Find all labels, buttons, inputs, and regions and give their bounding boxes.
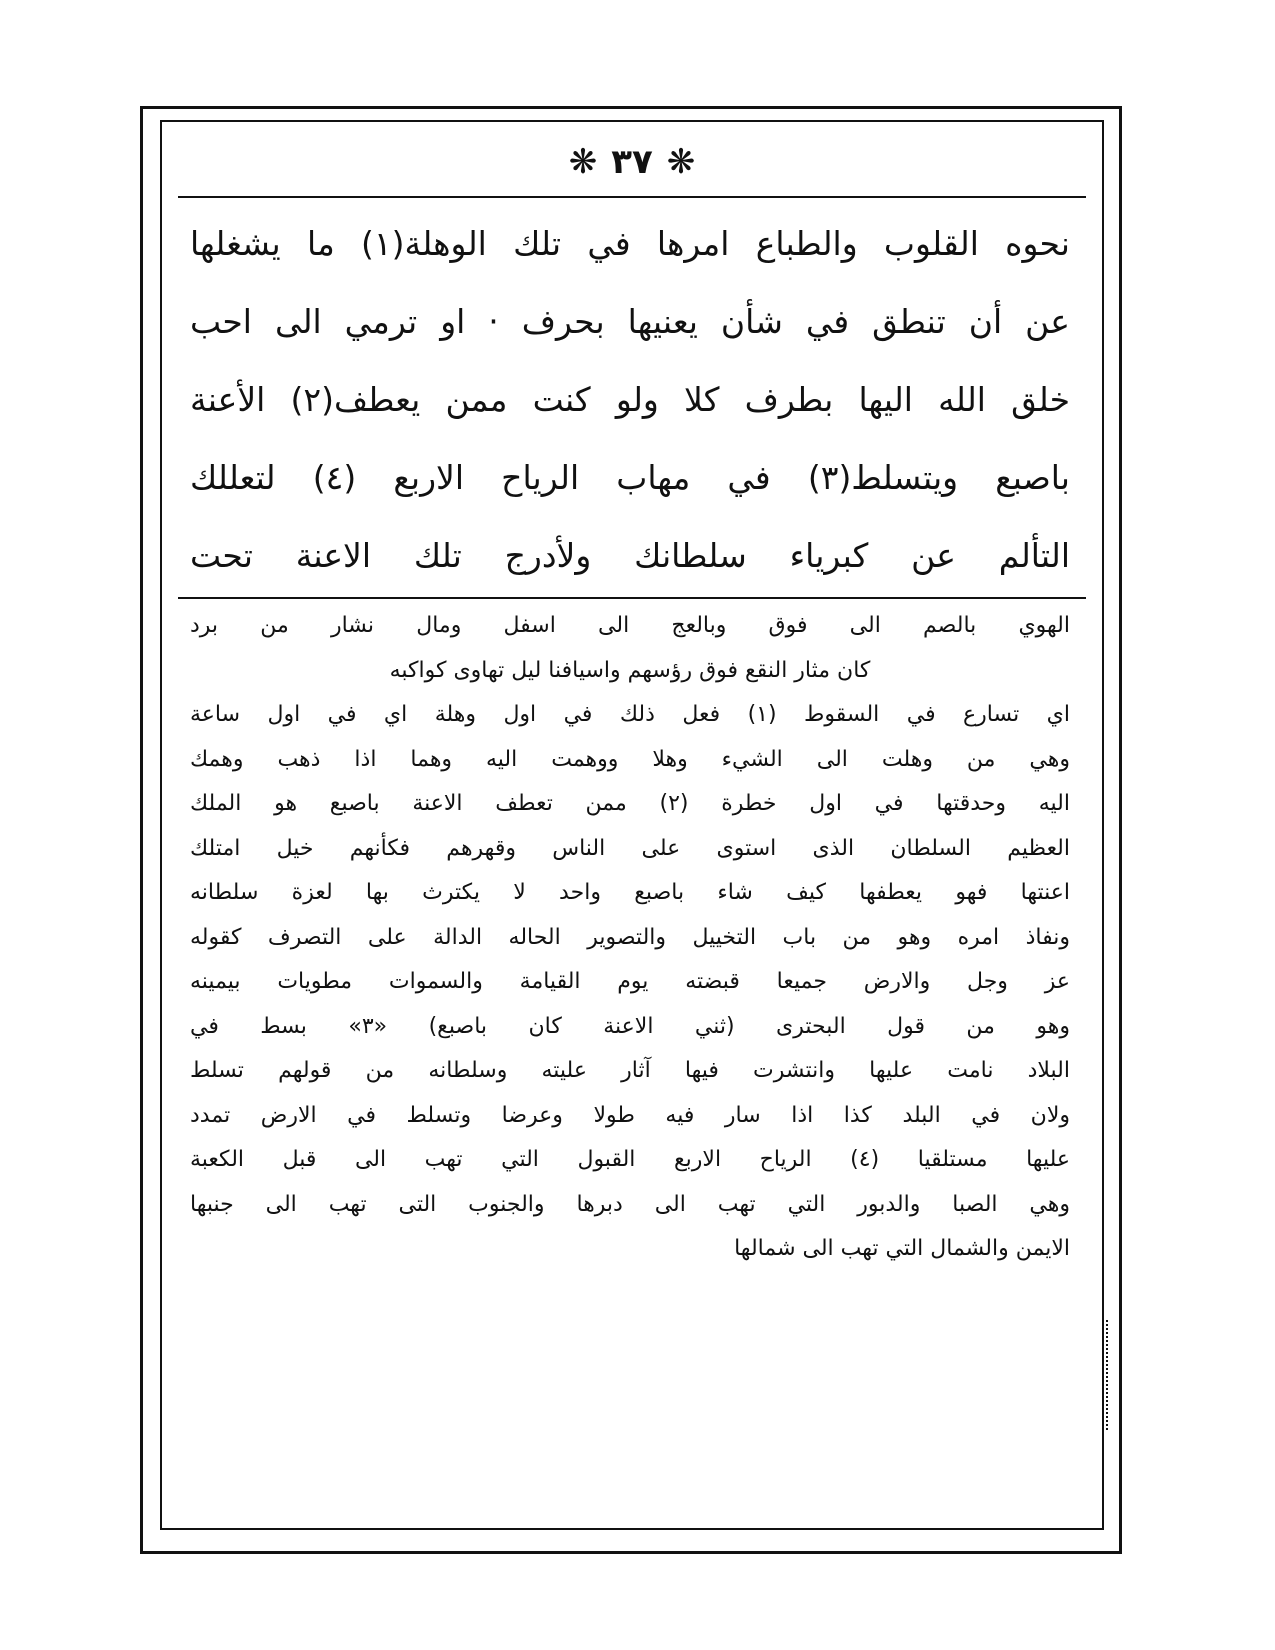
- footnote-verse-line: كان مثار النقع فوق رؤسهم واسيافنا ليل تهاوى كواكبه: [389, 657, 871, 683]
- main-text-line: التألم عن كبرياء سلطانك ولأدرج تلك الاعنة تحت: [190, 536, 1070, 575]
- footnote-line: عز وجل والارض جميعا قبضته يوم القيامة والسموات مطويات بيمينه: [190, 969, 1070, 994]
- main-body-text: [190, 205, 1070, 595]
- star-ornament-icon: ❋: [568, 142, 598, 182]
- footnote-line: ونفاذ امره وهو من باب التخييل والتصوير الحاله الدالة على التصرف كقوله: [190, 924, 1070, 950]
- main-text-line: باصبع ويتسلط(٣) في مهاب الرياح الاربع (٤) لتعللك: [190, 458, 1070, 497]
- side-ornament: [1106, 1320, 1120, 1430]
- main-text-line: خلق الله اليها بطرف كلا ولو كنت ممن يعطف(٢) الأعنة: [190, 380, 1070, 419]
- footnote-line: وهي من وهلت الى الشيء وهلا ووهمت اليه وهما اذا ذهب وهمك: [190, 746, 1070, 772]
- footnote-line: اليه وحدقتها في اول خطرة (٢) ممن تعطف الاعنة باصبع هو الملك: [190, 791, 1070, 816]
- footnote-line: ولان في البلد كذا اذا سار فيه طولا وعرضا وتسلط في الارض تمدد: [190, 1102, 1070, 1128]
- footnote-line: وهي الصبا والدبور التي تهب الى دبرها والجنوب التى تهب الى جنبها: [190, 1191, 1070, 1217]
- footnote-line: البلاد نامت عليها وانتشرت فيها آثار عليته وسلطانه من قولهم تسلط: [190, 1058, 1070, 1083]
- footnotes: [190, 604, 1070, 1272]
- main-text-line: نحوه القلوب والطباع امرها في تلك الوهلة(١) ما يشغلها: [190, 224, 1070, 263]
- footnote-line: الهوي بالصم الى فوق وبالعج الى اسفل ومال نشار من برد: [190, 613, 1070, 638]
- header-divider: [178, 196, 1086, 198]
- footnote-line: العظيم السلطان الذى استوى على الناس وقهرهم فكأنهم خيل امتلك: [190, 835, 1070, 861]
- footnote-line: اعنتها فهو يعطفها كيف شاء باصبع واحد لا يكترث بها لعزة سلطانه: [190, 880, 1070, 905]
- footnote-line: وهو من قول البحترى (ثني الاعنة كان باصبع) «٣» بسط في: [190, 1013, 1070, 1039]
- footnote-line: الايمن والشمال التي تهب الى شمالها: [734, 1236, 1070, 1261]
- page-header: [160, 132, 1104, 192]
- footnote-divider: [178, 597, 1086, 599]
- main-text-line: عن أن تنطق في شأن يعنيها بحرف · او ترمي الى احب: [190, 302, 1070, 341]
- footnote-line: اي تسارع في السقوط (١) فعل ذلك في اول وهلة اي في اول ساعة: [190, 702, 1070, 727]
- page-number: ٣٧: [611, 142, 653, 182]
- footnote-line: عليها مستلقيا (٤) الرياح الاربع القبول التي تهب الى قبل الكعبة: [190, 1147, 1070, 1172]
- star-ornament-icon: ❋: [666, 142, 696, 182]
